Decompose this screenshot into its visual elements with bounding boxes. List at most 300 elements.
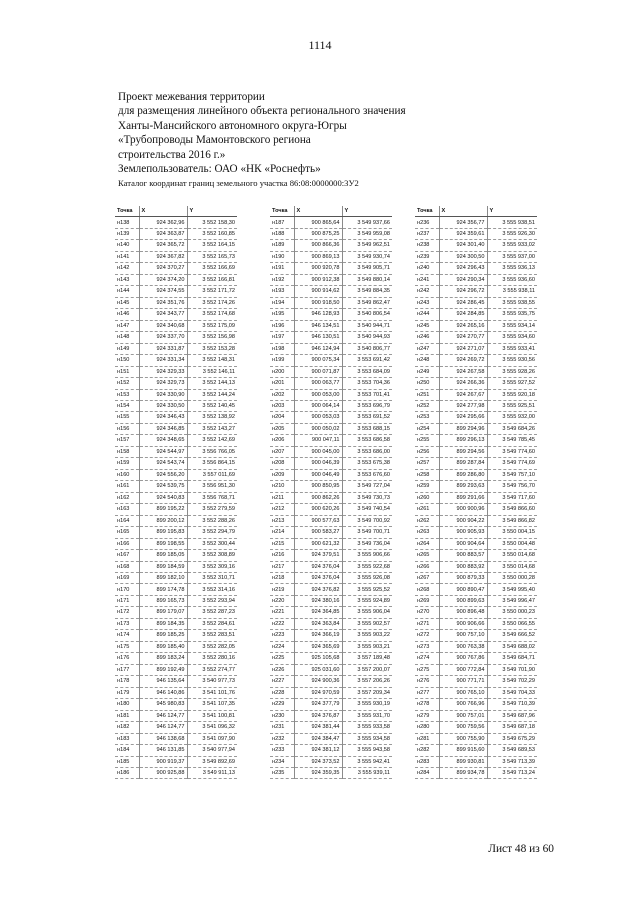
y-cell: 3 552 283,51 [187,630,237,641]
y-cell: 3 552 280,16 [187,653,237,664]
point-cell: н265 [415,550,439,561]
table-row [115,756,237,767]
point-cell: н262 [415,515,439,526]
table-row [115,297,237,308]
table-row [115,595,237,606]
point-cell: н184 [115,745,139,756]
y-cell: 3 549 689,53 [487,745,537,756]
heading-line: Проект межевания территории [118,91,265,103]
table-row [415,561,537,572]
point-cell: н276 [415,676,439,687]
x-cell: 899 192,49 [139,664,187,675]
point-cell: н245 [415,320,439,331]
x-cell: 924 329,33 [139,366,187,377]
y-cell: 3 555 937,00 [487,251,537,262]
y-cell: 3 555 943,58 [342,745,392,756]
y-cell: 3 540 977,94 [187,745,237,756]
table-row [115,699,237,710]
y-cell: 3 557 011,69 [187,469,237,480]
x-cell: 900 046,39 [294,458,342,469]
y-cell: 3 552 287,23 [187,607,237,618]
y-cell: 3 552 288,26 [187,515,237,526]
table-row [115,446,237,457]
y-cell: 3 552 166,69 [187,263,237,274]
table-row [415,745,537,756]
y-cell: 3 549 701,90 [487,664,537,675]
table-row [415,481,537,492]
y-cell: 3 555 936,13 [487,263,537,274]
point-cell: н213 [270,515,294,526]
point-cell: н264 [415,538,439,549]
y-cell: 3 553 696,79 [342,400,392,411]
point-cell: н203 [270,400,294,411]
table-row [270,630,392,641]
x-cell: 899 165,73 [139,595,187,606]
table-row [270,446,392,457]
x-cell: 924 381,12 [294,745,342,756]
x-cell: 900 918,50 [294,297,342,308]
y-cell: 3 555 906,66 [342,550,392,561]
point-cell: н143 [115,274,139,285]
x-cell: 900 046,49 [294,469,342,480]
x-cell: 900 766,96 [439,699,487,710]
table-row [270,607,392,618]
x-cell: 900 899,63 [439,595,487,606]
table-row [115,435,237,446]
table-row [115,274,237,285]
point-cell: н248 [415,355,439,366]
point-cell: н210 [270,481,294,492]
x-cell: 900 896,48 [439,607,487,618]
table-header-row [415,206,537,217]
point-cell: н234 [270,756,294,767]
table-row [415,641,537,652]
table-row [415,240,537,251]
x-cell: 899 185,05 [139,550,187,561]
table-row [270,228,392,239]
y-cell: 3 549 880,14 [342,274,392,285]
x-cell: 925 105,68 [294,653,342,664]
table-row [270,320,392,331]
x-cell: 899 287,84 [439,458,487,469]
point-cell: н141 [115,251,139,262]
x-cell: 946 135,64 [139,676,187,687]
x-cell: 924 367,82 [139,251,187,262]
x-cell: 900 883,57 [439,550,487,561]
point-cell: н268 [415,584,439,595]
document-heading [118,90,558,189]
x-cell: 900 771,71 [439,676,487,687]
x-cell: 924 359,35 [294,767,342,778]
y-cell: 3 549 684,71 [487,653,537,664]
point-cell: н258 [415,469,439,480]
point-cell: н266 [415,561,439,572]
y-cell: 3 549 710,39 [487,699,537,710]
table-row [115,767,237,778]
x-cell: 900 920,78 [294,263,342,274]
y-cell: 3 549 688,02 [487,641,537,652]
x-cell: 924 376,04 [294,561,342,572]
table-row [415,550,537,561]
point-cell: н244 [415,309,439,320]
table-row [270,297,392,308]
table-row [115,389,237,400]
y-cell: 3 557 206,26 [342,676,392,687]
table-row [115,653,237,664]
point-cell: н239 [415,251,439,262]
table-row [115,343,237,354]
point-cell: н241 [415,274,439,285]
x-cell: 900 906,66 [439,618,487,629]
y-cell: 3 549 740,54 [342,504,392,515]
point-cell: н273 [415,641,439,652]
point-cell: н217 [270,561,294,572]
x-cell: 924 377,79 [294,699,342,710]
y-cell: 3 552 171,72 [187,286,237,297]
table-row [115,630,237,641]
point-cell: н249 [415,366,439,377]
point-cell: н277 [415,687,439,698]
point-cell: н208 [270,458,294,469]
point-cell: н212 [270,504,294,515]
x-cell: 900 765,10 [439,687,487,698]
y-cell: 3 555 926,08 [342,573,392,584]
y-cell: 3 553 684,09 [342,366,392,377]
x-cell: 924 380,16 [294,595,342,606]
y-cell: 3 555 938,11 [487,286,537,297]
table-row [270,573,392,584]
point-cell: н206 [270,435,294,446]
table-row [415,538,537,549]
x-cell: 924 556,20 [139,469,187,480]
x-cell: 900 620,26 [294,504,342,515]
table-row [415,664,537,675]
point-cell: н256 [415,446,439,457]
table-row [270,584,392,595]
table-row [270,641,392,652]
y-cell: 3 549 717,60 [487,492,537,503]
table-row [115,561,237,572]
point-cell: н195 [270,309,294,320]
table-row [115,607,237,618]
x-cell: 900 866,36 [294,240,342,251]
y-cell: 3 552 294,79 [187,527,237,538]
y-cell: 3 555 938,51 [487,217,537,228]
y-cell: 3 549 730,73 [342,492,392,503]
y-cell: 3 555 903,21 [342,641,392,652]
table-row [415,332,537,343]
heading-line: строительства 2016 г.» [118,148,226,161]
x-cell: 924 373,52 [294,756,342,767]
table-row [415,492,537,503]
table-row [415,309,537,320]
x-cell: 900 583,27 [294,527,342,538]
x-cell: 899 185,40 [139,641,187,652]
point-cell: н250 [415,378,439,389]
table-row [415,366,537,377]
point-cell: н148 [115,332,139,343]
point-cell: н215 [270,538,294,549]
point-cell: н174 [115,630,139,641]
table-row [270,458,392,469]
x-cell: 900 767,86 [439,653,487,664]
table-header-row [115,206,237,217]
point-cell: н154 [115,400,139,411]
x-cell: 899 179,07 [139,607,187,618]
table-row [115,618,237,629]
point-cell: н153 [115,389,139,400]
point-cell: н247 [415,343,439,354]
table-row [115,733,237,744]
table-row [115,745,237,756]
y-cell: 3 540 944,71 [342,320,392,331]
y-cell: 3 540 944,93 [342,332,392,343]
table-row [415,515,537,526]
table-row [270,481,392,492]
point-cell: н226 [270,664,294,675]
table-row [270,343,392,354]
x-cell: 899 185,25 [139,630,187,641]
point-cell: н172 [115,607,139,618]
x-cell: 900 879,33 [439,573,487,584]
table-row [270,618,392,629]
table-row [115,515,237,526]
column-header-y: Y [342,206,392,217]
point-cell: н267 [415,573,439,584]
x-cell: 924 269,72 [439,355,487,366]
point-cell: н199 [270,355,294,366]
x-cell: 924 284,85 [439,309,487,320]
y-cell: 3 549 702,29 [487,676,537,687]
table-row [270,676,392,687]
x-cell: 900 045,00 [294,446,342,457]
table-row [115,641,237,652]
table-row [115,504,237,515]
point-cell: н220 [270,595,294,606]
page-number: 1114 [308,38,332,52]
point-cell: н275 [415,664,439,675]
x-cell: 900 772,84 [439,664,487,675]
x-cell: 924 329,73 [139,378,187,389]
catalog-caption: Каталог координат границ земельного участка 86:08:0000000:3У2 [118,178,359,189]
point-cell: н233 [270,745,294,756]
y-cell: 3 549 866,82 [487,515,537,526]
coordinates-table [415,206,537,779]
x-cell: 899 198,55 [139,538,187,549]
x-cell: 899 174,78 [139,584,187,595]
point-cell: н160 [115,469,139,480]
x-cell: 924 539,75 [139,481,187,492]
point-cell: н165 [115,527,139,538]
y-cell: 3 552 279,59 [187,504,237,515]
point-cell: н178 [115,676,139,687]
x-cell: 899 934,78 [439,767,487,778]
x-cell: 924 359,61 [439,228,487,239]
table-row [270,550,392,561]
x-cell: 900 621,32 [294,538,342,549]
x-cell: 899 200,12 [139,515,187,526]
y-cell: 3 549 995,40 [487,584,537,595]
point-cell: н190 [270,251,294,262]
point-cell: н278 [415,699,439,710]
table-row [415,573,537,584]
x-cell: 900 862,26 [294,492,342,503]
point-cell: н272 [415,630,439,641]
x-cell: 924 374,20 [139,274,187,285]
x-cell: 924 346,43 [139,412,187,423]
point-cell: н255 [415,435,439,446]
table-row [415,423,537,434]
y-cell: 3 552 138,92 [187,412,237,423]
x-cell: 899 930,81 [439,756,487,767]
table-row [270,309,392,320]
table-row [270,687,392,698]
x-cell: 900 075,34 [294,355,342,366]
x-cell: 924 365,72 [139,240,187,251]
point-cell: н260 [415,492,439,503]
y-cell: 3 549 700,92 [342,515,392,526]
table-row [115,550,237,561]
x-cell: 900 064,14 [294,400,342,411]
y-cell: 3 555 925,52 [342,584,392,595]
x-cell: 924 348,65 [139,435,187,446]
heading-line: для размещения линейного объекта регионального значения [118,105,406,118]
x-cell: 924 267,58 [439,366,487,377]
table-row [115,664,237,675]
y-cell: 3 549 959,08 [342,228,392,239]
point-cell: н274 [415,653,439,664]
y-cell: 3 549 785,45 [487,435,537,446]
point-cell: н169 [115,573,139,584]
y-cell: 3 555 942,41 [342,756,392,767]
y-cell: 3 552 153,28 [187,343,237,354]
y-cell: 3 555 920,18 [487,389,537,400]
x-cell: 924 376,04 [294,573,342,584]
table-row [115,286,237,297]
y-cell: 3 552 156,98 [187,332,237,343]
table-row [115,584,237,595]
coordinates-table [115,206,237,779]
table-row [270,561,392,572]
table-row [270,756,392,767]
y-cell: 3 550 004,48 [487,538,537,549]
point-cell: н228 [270,687,294,698]
coordinates-table [270,206,392,779]
x-cell: 924 340,68 [139,320,187,331]
x-cell: 924 277,98 [439,400,487,411]
table-row [415,676,537,687]
y-cell: 3 552 142,69 [187,435,237,446]
table-row [270,251,392,262]
x-cell: 924 379,51 [294,550,342,561]
y-cell: 3 553 691,42 [342,355,392,366]
x-cell: 899 195,83 [139,527,187,538]
point-cell: н236 [415,217,439,228]
y-cell: 3 552 284,61 [187,618,237,629]
x-cell: 924 286,45 [439,297,487,308]
point-cell: н204 [270,412,294,423]
y-cell: 3 555 939,11 [342,767,392,778]
column-header-x: X [139,206,187,217]
x-cell: 924 351,76 [139,297,187,308]
table-row [270,733,392,744]
point-cell: н179 [115,687,139,698]
sheet-number: Лист 48 из 60 [488,843,554,855]
point-cell: н168 [115,561,139,572]
x-cell: 924 331,34 [139,355,187,366]
x-cell: 924 376,87 [294,710,342,721]
point-cell: н282 [415,745,439,756]
table-row [270,355,392,366]
x-cell: 924 381,44 [294,722,342,733]
column-header-y: Y [487,206,537,217]
y-cell: 3 553 701,41 [342,389,392,400]
table-row [115,527,237,538]
table-row [270,527,392,538]
table-row [270,240,392,251]
table-row [115,355,237,366]
y-cell: 3 555 933,02 [487,240,537,251]
x-cell: 924 384,47 [294,733,342,744]
table-row [415,251,537,262]
y-cell: 3 549 892,69 [187,756,237,767]
x-cell: 900 912,38 [294,274,342,285]
y-cell: 3 552 314,16 [187,584,237,595]
y-cell: 3 555 903,22 [342,630,392,641]
x-cell: 899 915,60 [439,745,487,756]
point-cell: н144 [115,286,139,297]
point-cell: н198 [270,343,294,354]
y-cell: 3 553 675,38 [342,458,392,469]
x-cell: 924 363,87 [139,228,187,239]
y-cell: 3 552 143,27 [187,423,237,434]
table-row [270,378,392,389]
point-cell: н235 [270,767,294,778]
x-cell: 924 370,27 [139,263,187,274]
table-row [415,618,537,629]
y-cell: 3 556 768,71 [187,492,237,503]
y-cell: 3 552 158,30 [187,217,237,228]
point-cell: н253 [415,412,439,423]
point-cell: н232 [270,733,294,744]
x-cell: 899 291,66 [439,492,487,503]
y-cell: 3 552 310,71 [187,573,237,584]
x-cell: 900 053,00 [294,389,342,400]
table-row [115,538,237,549]
table-row [415,320,537,331]
x-cell: 900 890,47 [439,584,487,595]
x-cell: 900 757,10 [439,630,487,641]
point-cell: н138 [115,217,139,228]
x-cell: 946 130,51 [294,332,342,343]
table-row [270,767,392,778]
x-cell: 924 376,82 [294,584,342,595]
x-cell: 900 071,87 [294,366,342,377]
table-row [270,469,392,480]
x-cell: 924 266,36 [439,378,487,389]
y-cell: 3 555 925,51 [487,400,537,411]
point-cell: н271 [415,618,439,629]
x-cell: 899 182,10 [139,573,187,584]
point-cell: н254 [415,423,439,434]
table-row [115,240,237,251]
x-cell: 900 763,38 [439,641,487,652]
table-row [270,664,392,675]
y-cell: 3 550 014,68 [487,561,537,572]
point-cell: н209 [270,469,294,480]
table-row [115,400,237,411]
x-cell: 900 063,77 [294,378,342,389]
